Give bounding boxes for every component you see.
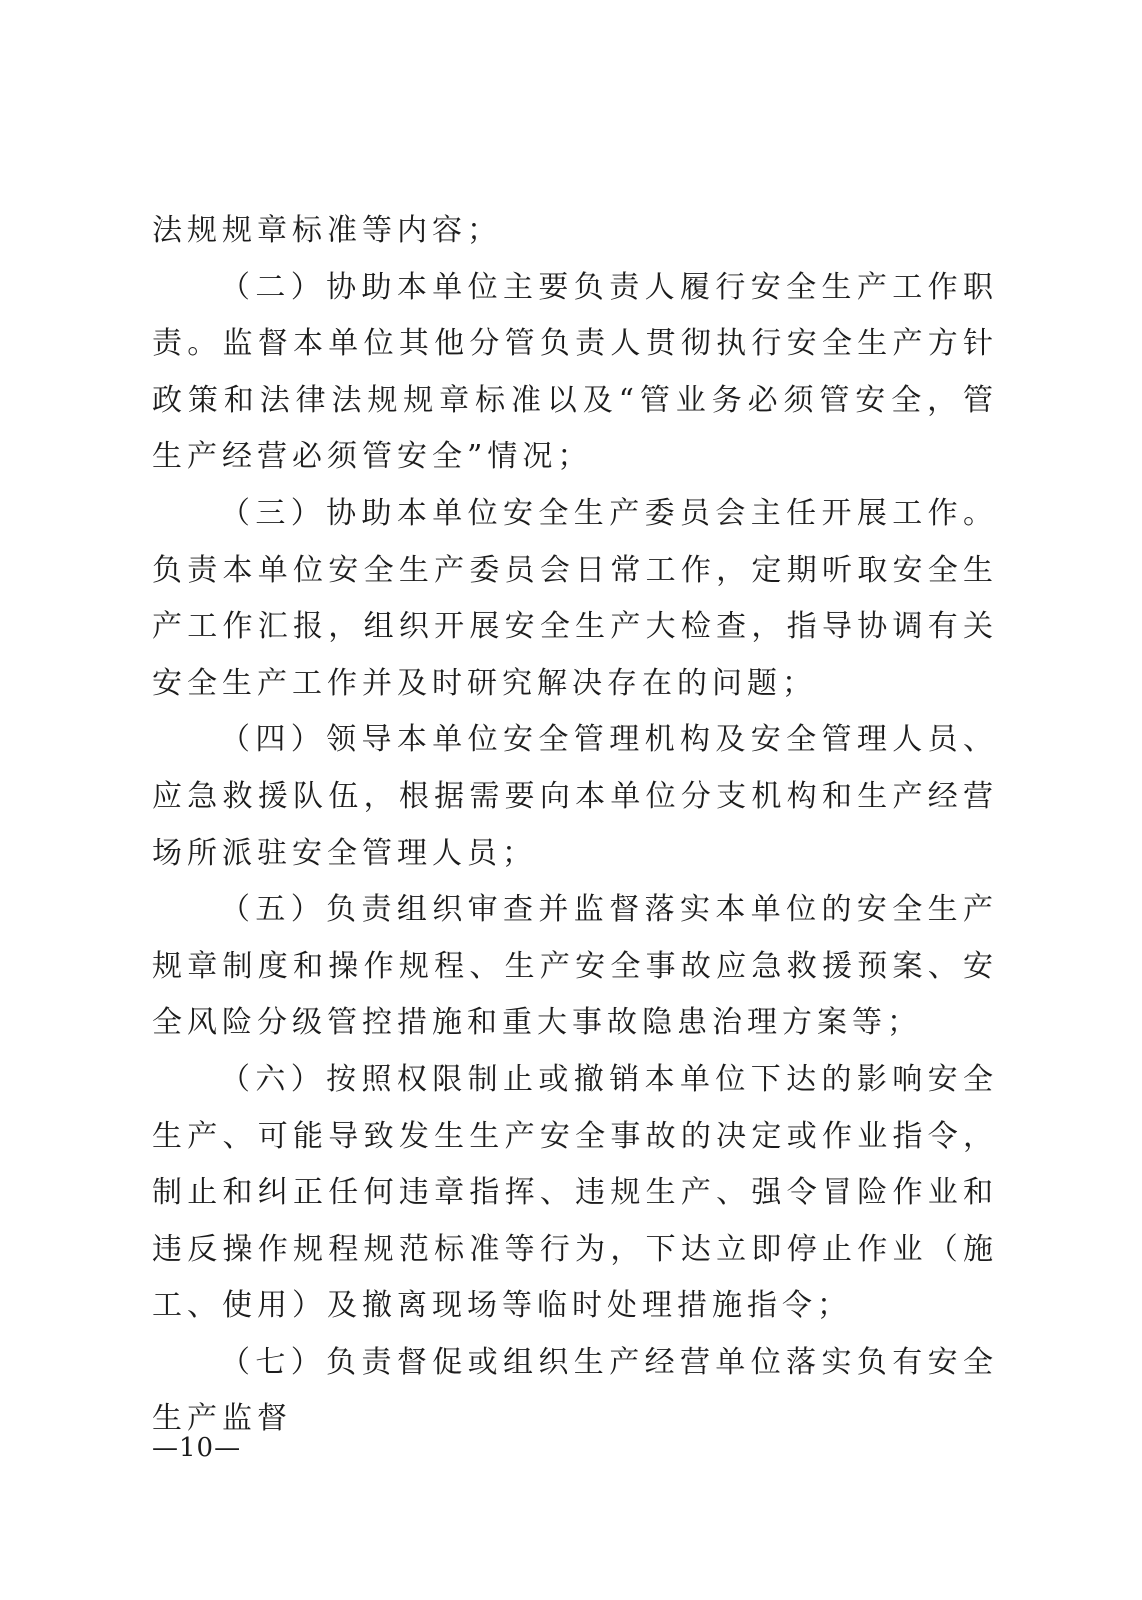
- paragraph-item-7: （七）负责督促或组织生产经营单位落实负有安全生产监督: [152, 1344, 998, 1437]
- document-body: [152, 203, 998, 1448]
- paragraph-continuation: 法规规章标准等内容；: [152, 213, 502, 248]
- paragraph-item-2: （二）协助本单位主要负责人履行安全生产工作职责。监督本单位其他分管负责人贯彻执行安全生产方针政策和法律法规规章标准以及“管业务必须管安全，管生产经营必须管安全”情况；: [152, 269, 998, 475]
- paragraph-item-5: （五）负责组织审查并监督落实本单位的安全生产规章制度和操作规程、生产安全事故应急救援预案、安全风险分级管控措施和重大事故隐患治理方案等；: [152, 892, 998, 1041]
- paragraph-item-3: （三）协助本单位安全生产委员会主任开展工作。负责本单位安全生产委员会日常工作，定期听取安全生产工作汇报，组织开展安全生产大检查，指导协调有关安全生产工作并及时研究解决存在的问题；: [152, 495, 998, 701]
- paragraph-item-6: （六）按照权限制止或撤销本单位下达的影响安全生产、可能导致发生生产安全事故的决定或作业指令，制止和纠正任何违章指挥、违规生产、强令冒险作业和违反操作规程规范标准等行为，下达立即停止作业（施工、使用）及撤离现场等临时处理措施指令；: [152, 1061, 998, 1324]
- page-number: —10—: [152, 1433, 242, 1463]
- paragraph-item-4: （四）领导本单位安全管理机构及安全管理人员、应急救援队伍，根据需要向本单位分支机构和生产经营场所派驻安全管理人员；: [152, 722, 998, 871]
